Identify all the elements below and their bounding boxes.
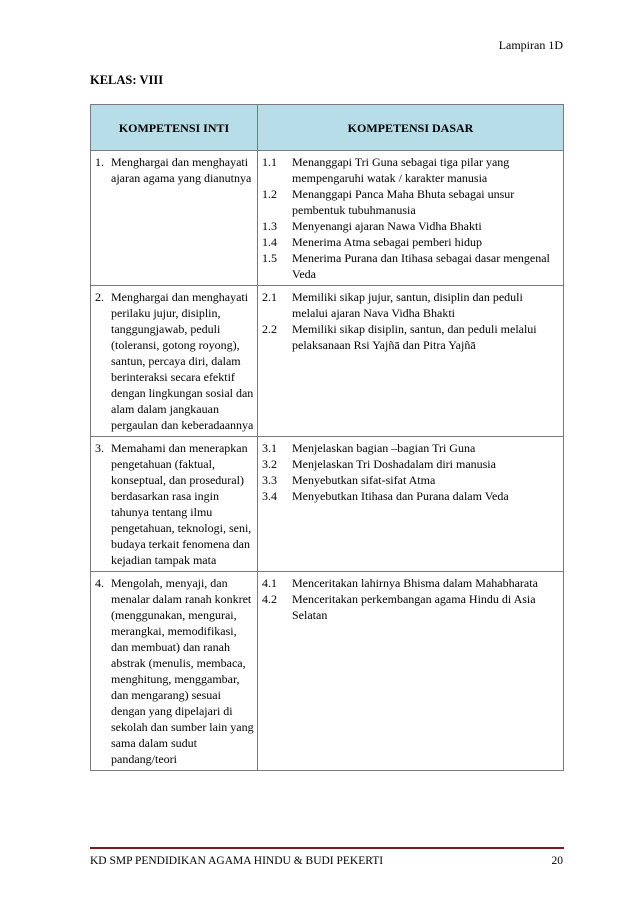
kd-number: 3.2 [262,457,277,471]
kd-number: 1.2 [262,187,277,201]
footer-title: KD SMP PENDIDIKAN AGAMA HINDU & BUDI PEKERTI [90,855,384,867]
kd-item [262,591,561,623]
table-row [91,572,564,771]
kd-item [262,234,561,250]
competency-table [90,104,564,771]
kompetensi-dasar-cell [258,286,564,437]
kd-number: 3.3 [262,473,277,487]
kompetensi-dasar-cell [258,572,564,771]
kompetensi-dasar-cell [258,437,564,572]
page-header-label: Lampiran 1D [498,38,563,52]
kd-number: 1.5 [262,251,277,265]
kompetensi-inti-cell [91,572,258,771]
table-row [91,151,564,286]
kd-text: Menyenangi ajaran Nawa Vidha Bhakti [292,219,482,233]
kompetensi-inti-cell [91,286,258,437]
kd-text: Menceritakan perkembangan agama Hindu di Asia Selatan [292,592,536,622]
kd-text: Menyebutkan Itihasa dan Purana dalam Veda [292,489,509,503]
ki-text: Menghargai dan menghayati ajaran agama yang dianutnya [111,155,252,185]
kompetensi-inti-cell [91,437,258,572]
header-kompetensi-dasar: KOMPETENSI DASAR [258,105,564,151]
kd-item [262,488,561,504]
kd-text: Menjelaskan Tri Doshadalam diri manusia [292,457,496,471]
kd-item [262,321,561,353]
kd-number: 1.3 [262,219,277,233]
kd-number: 2.2 [262,322,277,336]
ki-number: 4. [95,576,104,590]
kd-number: 1.1 [262,155,277,169]
kd-text: Menyebutkan sifat-sifat Atma [292,473,436,487]
kd-number: 3.4 [262,489,277,503]
class-title: KELAS: VIII [90,73,164,87]
ki-number: 2. [95,290,104,304]
header-kompetensi-inti: KOMPETENSI INTI [91,105,258,151]
table-row [91,286,564,437]
kd-item [262,154,561,186]
ki-number: 3. [95,441,104,455]
kd-number: 1.4 [262,235,277,249]
kd-item [262,186,561,218]
ki-text: Memahami dan menerapkan pengetahuan (faktual, konseptual, dan prosedural) berdasarkan rasa ingin tahunya tentang ilmu pengetahuan, teknologi, seni, budaya terkait fenomena dan kejadian tampak mata [111,441,252,567]
kd-number: 4.2 [262,592,277,606]
kd-text: Menanggapi Panca Maha Bhuta sebagai unsur pembentuk tubuhmanusia [292,187,515,217]
kd-item [262,218,561,234]
table-row [91,437,564,572]
kd-text: Menerima Purana dan Itihasa sebagai dasar mengenal Veda [292,251,550,281]
kd-item [262,250,561,282]
kompetensi-dasar-cell [258,151,564,286]
kd-text: Memiliki sikap jujur, santun, disiplin dan peduli melalui ajaran Nava Vidha Bhakti [292,290,523,320]
kd-item [262,575,561,591]
kd-number: 3.1 [262,441,277,455]
kd-text: Menanggapi Tri Guna sebagai tiga pilar yang mempengaruhi watak / karakter manusia [292,155,510,185]
ki-number: 1. [95,155,104,169]
footer-divider [90,847,564,849]
table-header-row [91,105,564,151]
kompetensi-inti-cell [91,151,258,286]
kd-text: Menceritakan lahirnya Bhisma dalam Mahabharata [292,576,538,590]
kd-item [262,472,561,488]
kd-text: Menerima Atma sebagai pemberi hidup [292,235,482,249]
kd-item [262,440,561,456]
kd-item [262,456,561,472]
kd-number: 2.1 [262,290,277,304]
kd-text: Menjelaskan bagian –bagian Tri Guna [292,441,476,455]
page-number: 20 [551,855,563,867]
ki-text: Mengolah, menyaji, dan menalar dalam ranah konkret (menggunakan, mengurai, merangkai, memodifikasi, dan membuat) dan ranah abstrak (menulis, membaca, menghitung, menggambar, dan mengarang) sesuai dengan yang dipelajari di sekolah dan sumber lain yang sama dalam sudut pandang/teori [111,576,254,766]
kd-text: Memiliki sikap disiplin, santun, dan peduli melalui pelaksanaan Rsi Yajñā dan Pitra Yajñā [292,322,537,352]
kd-number: 4.1 [262,576,277,590]
kd-item [262,289,561,321]
ki-text: Menghargai dan menghayati perilaku jujur, disiplin, tanggungjawab, peduli (toleransi, gotong royong), santun, percaya diri, dalam berinteraksi secara efektif dengan lingkungan sosial dan alam dalam jangkauan pergaulan dan keberadaannya [111,290,254,432]
